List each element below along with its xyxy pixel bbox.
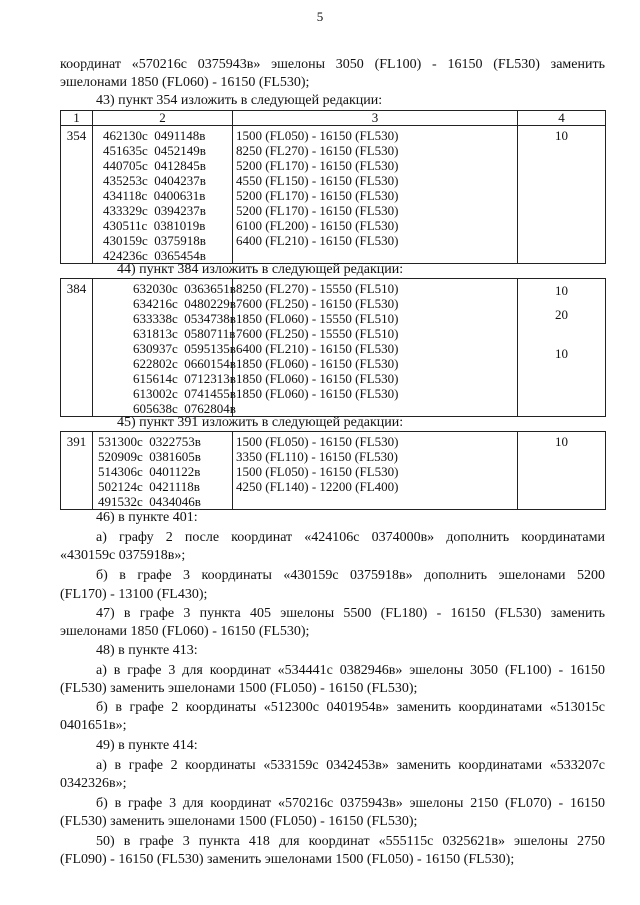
- item-46-heading: 46) в пункте 401:: [96, 510, 198, 525]
- coordinate: 430159с 0375918в: [103, 233, 206, 248]
- flight-level: 5200 (FL170) - 16150 (FL530): [236, 203, 399, 218]
- coordinate: 622802с 0660154в: [133, 356, 236, 371]
- item-48b-line-2: 0401651в»;: [60, 718, 127, 733]
- coordinate: 433329с 0394237в: [103, 203, 206, 218]
- flight-level: 1850 (FL060) - 16150 (FL530): [236, 386, 399, 401]
- column-4-value: 10: [555, 434, 568, 449]
- coordinate: 634216с 0480229в: [133, 296, 236, 311]
- header-col-1: 1: [61, 111, 93, 126]
- item-number: 384: [61, 279, 93, 417]
- table-item-384: [60, 278, 606, 417]
- coordinate: 451635с 0452149в: [103, 143, 206, 158]
- coordinate: 462130с 0491148в: [103, 128, 206, 143]
- table-row: [61, 279, 606, 417]
- coordinate: 502124с 0421118в: [98, 479, 200, 494]
- table-header-row: [61, 111, 606, 126]
- column-4-value: [518, 298, 605, 307]
- flight-levels-cell: [233, 126, 518, 264]
- flight-level: 1850 (FL060) - 15550 (FL510): [236, 311, 399, 326]
- header-col-3: 3: [233, 111, 518, 126]
- flight-level: 1500 (FL050) - 16150 (FL530): [236, 128, 399, 143]
- flight-level: 3350 (FL110) - 16150 (FL530): [236, 449, 399, 464]
- coordinate: 434118с 0400631в: [103, 188, 206, 203]
- table-row: [61, 126, 606, 264]
- item-50-line-1: 50) в графе 3 пункта 418 для координат «555115с 0325621в» эшелоны 2750: [96, 834, 605, 849]
- item-49b-line-1: б) в графе 3 для координат «570216с 0375943в» эшелоны 2150 (FL070) - 16150: [96, 796, 605, 811]
- item-45-heading: 45) пункт 391 изложить в следующей редакции:: [117, 415, 404, 430]
- item-49a-line-2: 0342326в»;: [60, 776, 127, 791]
- item-47-line-1: 47) в графе 3 пункта 405 эшелоны 5500 (FL180) - 16150 (FL530) заменить: [96, 606, 605, 621]
- page-number: 5: [316, 9, 324, 24]
- flight-level: 1850 (FL060) - 16150 (FL530): [236, 371, 399, 386]
- flight-level: 6100 (FL200) - 16150 (FL530): [236, 218, 399, 233]
- flight-level: 6400 (FL210) - 16150 (FL530): [236, 341, 399, 356]
- coordinates-cell: [93, 432, 233, 510]
- item-46b-line-2: (FL170) - 13100 (FL430);: [60, 587, 208, 602]
- flight-level: 1500 (FL050) - 16150 (FL530): [236, 464, 399, 479]
- header-col-2: 2: [93, 111, 233, 126]
- item-number: 391: [61, 432, 93, 510]
- coordinate: 630937с 0595135в: [133, 341, 236, 356]
- item-48a-line-1: а) в графе 3 для координат «534441с 0382946в» эшелоны 3050 (FL100) - 16150: [96, 663, 605, 678]
- coordinate: 613002с 0741455в: [133, 386, 236, 401]
- flight-level: 7600 (FL250) - 16150 (FL530): [236, 296, 399, 311]
- column-4-value: [518, 337, 605, 346]
- item-48a-line-2: (FL530) заменить эшелонами 1500 (FL050) - 16150 (FL530);: [60, 681, 418, 696]
- flight-level: 5200 (FL170) - 16150 (FL530): [236, 188, 399, 203]
- coordinate: 491532с 0434046в: [98, 494, 201, 509]
- table-item-354: [60, 110, 606, 264]
- coordinate: 440705с 0412845в: [103, 158, 206, 173]
- coordinate: 514306с 0401122в: [98, 464, 201, 479]
- intro-line-1: координат «570216с 0375943в» эшелоны 3050 (FL100) - 16150 (FL530) заменить: [60, 57, 605, 72]
- item-49-heading: 49) в пункте 414:: [96, 738, 198, 753]
- item-47-line-2: эшелонами 1850 (FL060) - 16150 (FL530);: [60, 624, 310, 639]
- item-46a-line-2: «430159с 0375918в»;: [60, 548, 186, 563]
- coordinate: 632030с 0363651в: [133, 281, 236, 296]
- flight-level: 1500 (FL050) - 16150 (FL530): [236, 434, 399, 449]
- flight-level: 1850 (FL060) - 16150 (FL530): [236, 356, 399, 371]
- item-46a-line-1: а) графу 2 после координат «424106с 0374000в» дополнить координатами: [96, 530, 605, 545]
- item-50-line-2: (FL090) - 16150 (FL530) заменить эшелонами 1500 (FL050) - 16150 (FL530);: [60, 852, 515, 867]
- header-col-4: 4: [518, 111, 606, 126]
- coordinate: 631813с 0580711в: [133, 326, 236, 341]
- column-4-value: 10: [555, 128, 568, 143]
- coordinates-cell: [93, 279, 236, 417]
- flight-level: 5200 (FL170) - 16150 (FL530): [236, 158, 399, 173]
- flight-level: 6400 (FL210) - 16150 (FL530): [236, 233, 399, 248]
- flight-level: 7600 (FL250) - 15550 (FL510): [236, 326, 399, 341]
- coordinate: 615614с 0712313в: [133, 371, 236, 386]
- table-item-391: [60, 431, 606, 510]
- flight-levels-cell: [233, 279, 518, 417]
- item-number: 354: [61, 126, 93, 264]
- item-49a-line-1: а) в графе 2 координаты «533159с 0342453в» заменить координатами «533207с: [96, 758, 605, 773]
- item-48b-line-1: б) в графе 2 координаты «512300с 0401954в» заменить координатами «513015с: [96, 700, 605, 715]
- column-4-cell: [518, 432, 606, 510]
- item-44-heading: 44) пункт 384 изложить в следующей редакции:: [117, 262, 404, 277]
- coordinate: 424236с 0365454в: [103, 248, 206, 263]
- column-4-cell: [518, 279, 606, 417]
- column-4-value: [518, 322, 605, 337]
- flight-level: 4550 (FL150) - 16150 (FL530): [236, 173, 399, 188]
- coordinate: 430511с 0381019в: [103, 218, 206, 233]
- intro-line-2: эшелонами 1850 (FL060) - 16150 (FL530);: [60, 75, 310, 90]
- coordinate: 633338с 0534738в: [133, 311, 236, 326]
- coordinate: 605638с 0762804в: [133, 401, 236, 416]
- column-4-value: 10: [555, 283, 568, 298]
- table-row: [61, 432, 606, 510]
- flight-level: 8250 (FL270) - 15550 (FL510): [236, 281, 399, 296]
- coordinates-cell: [93, 126, 233, 264]
- item-49b-line-2: (FL530) заменить эшелонами 1500 (FL050) - 16150 (FL530);: [60, 814, 418, 829]
- flight-level: 8250 (FL270) - 16150 (FL530): [236, 143, 399, 158]
- flight-levels-cell: [233, 432, 518, 510]
- item-43-heading: 43) пункт 354 изложить в следующей редакции:: [96, 93, 383, 108]
- flight-level: 4250 (FL140) - 12200 (FL400): [236, 479, 399, 494]
- coordinate: 520909с 0381605в: [98, 449, 201, 464]
- item-48-heading: 48) в пункте 413:: [96, 643, 198, 658]
- column-4-cell: [518, 126, 606, 264]
- coordinate: 435253с 0404237в: [103, 173, 206, 188]
- column-4-value: 10: [555, 346, 568, 361]
- column-4-value: 20: [555, 307, 568, 322]
- item-46b-line-1: б) в графе 3 координаты «430159с 0375918в» дополнить эшелонами 5200: [96, 568, 605, 583]
- coordinate: 531300с 0322753в: [98, 434, 201, 449]
